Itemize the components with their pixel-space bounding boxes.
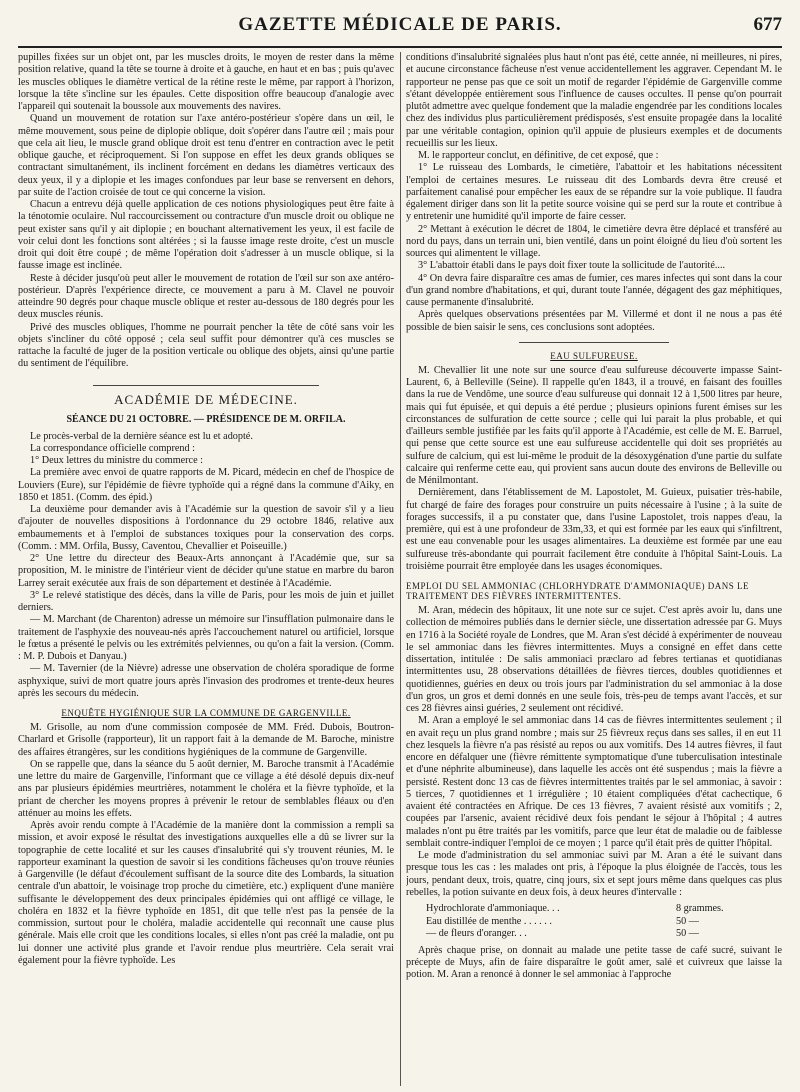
formula-value: 8 grammes. bbox=[676, 903, 724, 914]
paragraph: Dernièrement, dans l'établissement de M. Lapostolet, M. Guieux, puisatier très-habile, fut chargé de faire des forages pour construire un puits nécessaire à l'usine ; à la suite de forages successifs, il a pu constater que, dans l'usine Lapostolet, trois nappes d'eau, la première, qui est à une profondeur de 33m,33, et qui est formée par les eaux qui s'infiltrent, est une eau convenable pour les usages alimentaires. La deuxième est formée par une eau sulfureuse très-abondante qui pourrait facilement être conduite à l'hôpital Saint-Louis. La troisième pourrait être employée dans les usages économiques. bbox=[406, 487, 782, 572]
paragraph: Reste à décider jusqu'où peut aller le mouvement de rotation de l'œil sur son axe antéro-postérieur. D'après l'expérience directe, ce mouvement a paru à M. Clavel ne pouvoir atteindre 90 degrés pour chaque muscle oblique et rester au-dessous de 180 degrés pour les deux muscles réunis. bbox=[18, 272, 394, 321]
formula-label: — de fleurs d'oranger. . . bbox=[426, 928, 527, 939]
page-number: 677 bbox=[753, 14, 782, 35]
prescription-formula bbox=[426, 903, 782, 941]
paragraph: On se rappelle que, dans la séance du 5 août dernier, M. Baroche transmit à l'Académie une lettre du maire de Gargenville, l'informant que ce village a été désolé depuis dix-neuf ans par plusieurs épidémies meurtrières, notamment le choléra et la fièvre typhoïde, et la priant de chercher les moyens propres à prévenir le retour de semblables fléaux ou d'en atténuer au moins les effets. bbox=[18, 758, 394, 819]
column-rule bbox=[400, 52, 401, 1086]
formula-label: Hydrochlorate d'ammoniaque. . . bbox=[426, 903, 560, 914]
paragraph: Après quelques observations présentées par M. Villermé et dont il ne nous a pas été possible de bien saisir le sens, ces conclusions sont adoptées. bbox=[406, 309, 782, 333]
paragraph: M. le rapporteur conclut, en définitive, de cet exposé, que : bbox=[418, 150, 659, 161]
paragraph: — M. Marchant (de Charenton) adresse un mémoire sur l'insufflation pulmonaire dans le traitement de l'asphyxie des nouveau-nés après l'accouchement naturel ou artificiel, lorsque le fœtus a présenté le pelvis ou les extrémités pelviennes, ou qu'on a fait la version. (Comm. : M. P. Dubois et Danyau.) bbox=[18, 614, 394, 662]
paragraph: 2° Mettant à exécution le décret de 1804, le cimetière devra être déplacé et transféré au nord du pays, dans un terrain uni, bien ventilé, dans un point éloigné du lieu d'où sortent les sources qui alimentent le village. bbox=[406, 223, 782, 259]
paragraph: Le procès-verbal de la dernière séance est lu et adopté. bbox=[30, 430, 253, 442]
journal-title: GAZETTE MÉDICALE DE PARIS. bbox=[238, 14, 562, 35]
paragraph: pupilles fixées sur un objet ont, par les muscles droits, le moyen de rester dans la même position relative, quand la tête se tourne à droite et à gauche, en haut et en bas ; puis qu'avec les muscles obliques le diamètre vertical de la rétine reste le même, par rapport à l'horizon, lorsque la tête s'incline sur les épaules. Cette disposition offre beaucoup d'analogie avec l'appareil qui soutenait la boussole aux mouvements des navires. bbox=[18, 52, 394, 112]
left-column bbox=[18, 52, 394, 1086]
paragraph: 1° Deux lettres du ministre du commerce : bbox=[30, 455, 203, 466]
paragraph: M. Aran a employé le sel ammoniac dans 14 cas de fièvres intermittentes seulement ; il en avait reçu un plus grand nombre ; mais sur 25 fièvreux reçus dans ses salles, il en eut 11 chez lesquels la fièvre n'a pas résisté au repos ou aux vomitifs. Des 14 autres fièvres, il faut encore en défalquer une (fièvre rémittente symptomatique d'une tuberculisation intestinale et d'une néphrite albumineuse), dans laquelle les accès ont été suspendus ; mais la fièvre a persisté. Restent donc 13 cas de fièvres intermittentes traités par le sel ammoniac, à savoir : 5 tierces, 7 quotidiennes et 1 irrégulière ; 10 étaient compliquées d'état cachectique, 6 avaient été contractées en Afrique. De ces 13 fièvres, 7 avaient résisté aux vomitifs ; 2, coupées par l'arsenic, avaient récidivé deux fois pendant le séjour à l'hôpital ; 4 autres malades n'ont pu être traités par les vomitifs, parce que leur état de maladie ou de faiblesse semblait contre-indiquer l'emploi de ce moyen ; 1 parce qu'il était près de quitter l'hôpital. bbox=[406, 715, 782, 849]
paragraph: M. Aran, médecin des hôpitaux, lit une note sur ce sujet. C'est après avoir lu, dans une collection de mémoires publiés dans le dernier siècle, une dissertation adressée par G. Muys en 1716 à la Société royale de Londres, que M. Aran s'est décidé à expérimenter de nouveau le sel ammoniac dans les fièvres intermittentes. Muys a consigné en effet dans cette dissertation, intitulée : De salis ammoniaci præclaro ad febres tertianas et quotidianas intermittentes usu, 28 observations détaillées de fièvres tierces, doubles quotidiennes et quotidiennes, guéries en deux ou trois jours par l'administration du sel ammoniac à la dose d'un gros, un gros et demi donnés en une seule fois, très-peu de temps avant l'accès, et sur ces 28 fièvres ainsi guéries, 2 seulement ont récidivé. bbox=[406, 605, 782, 714]
page-header bbox=[18, 12, 782, 48]
paragraph: M. Grisolle, au nom d'une commission composée de MM. Fréd. Dubois, Boutron-Charlard et Grisolle (rapporteur), lit un rapport fait à la demande de M. Baroche, ministre des affaires étrangères, sur les conditions hygiéniques de la commune de Gargenville. bbox=[18, 722, 394, 758]
formula-value: 50 — bbox=[676, 915, 699, 927]
paragraph: 4° On devra faire disparaître ces amas de fumier, ces mares infectes qui sont dans la cour d'un grand nombre d'habitations, et qui, durant toute l'année, dégagent des gaz méphitiques, cause permanente d'insalubrité. bbox=[406, 272, 782, 308]
paragraph: — M. Tavernier (de la Nièvre) adresse une observation de choléra sporadique de forme asphyxique, suivi de mort quatre jours après l'invasion des prodromes et trente-deux heures après les secours du médecin. bbox=[18, 663, 394, 699]
paragraph: Le mode d'administration du sel ammoniac suivi par M. Aran a été le suivant dans presque tous les cas : les malades ont pris, à l'époque la plus éloignée de l'accès, tous les jours, pendant deux, trois, quatre, cinq jours, six et sept jours même dans quelques cas plus rebelles, la potion suivante en deux fois, à deux heures d'intervalle : bbox=[406, 850, 782, 898]
paragraph: 1° Le ruisseau des Lombards, le cimetière, l'abattoir et les habitations nécessitent l'emploi de certaines mesures. Le ruisseau dit des Lombards devra être creusé et parfaitement canalisé pour empêcher les eaux de se répandre sur la voie publique. Il faudra également diriger dans son lit la petite source voisine qui se perd sur la route et contribue à y entretenir une humidité qu'il importe de faire cesser. bbox=[406, 162, 782, 223]
paragraph: conditions d'insalubrité signalées plus haut n'ont pas été, cette année, ni meilleures, ni pires, et aucune circonstance fâcheuse n'est venue accidentellement les aggraver. Cependant M. le rapporteur ne pense pas que ce soit un motif de regarder l'épidémie de Gargenville comme s'étant développée entièrement sous l'influence de causes occultes. Il pense qu'on pourrait plutôt admettre avec quelque fondement que la maladie engendrée par les conditions locales chez des individus plus particulièrement prédisposés, s'est ensuite propagée dans la localité par une véritable contagion, opinion qu'il appuie de plusieurs exemples et de documents recueillis sur les lieux. bbox=[406, 52, 782, 149]
paragraph: La correspondance officielle comprend : bbox=[30, 442, 195, 454]
formula-label: Eau distillée de menthe . . . . . . bbox=[426, 915, 552, 927]
formula-row bbox=[426, 916, 782, 929]
paragraph: Chacun a entrevu déjà quelle application de ces notions physiologiques peut être faite à la ténotomie oculaire. Nul raccourcissement ou contracture d'un muscle droit ou oblique ne peut exister sans qu'il y ait diplopie ; en bouchant alternativement les yeux, il est facile de voir celui dont les fonctions sont altérées ; si la fausse image reste droite, c'est un muscle droit qui doit être coupé ; de même l'opération doit s'adresser à un muscle oblique, si la fausse image est inclinée. bbox=[18, 199, 394, 272]
paragraph: La deuxième pour demander avis à l'Académie sur la question de savoir s'il y a lieu d'ajouter de nouvelles dispositions à l'ordonnance du 29 octobre 1846, relative aux embaumements et à l'emploi de substances toxiques pour la conservation des corps. (Comm. : MM. Orfila, Bussy, Caventou, Chevallier et Poiseuille.) bbox=[18, 504, 394, 552]
section-heading-academie: ACADÉMIE DE MÉDECINE. bbox=[93, 385, 319, 408]
subheading-eau-sulfureuse: EAU SULFUREUSE. bbox=[550, 350, 638, 361]
paragraph: 2° Une lettre du directeur des Beaux-Arts annonçant à l'Académie que, sur sa proposition, M. le ministre de l'intérieur vient de décider qu'une statue en marbre du baron Larrey serait exécutée aux frais de son département et destinée à l'Académie. bbox=[18, 553, 394, 589]
columns bbox=[18, 52, 782, 1086]
seance-line: SÉANCE DU 21 OCTOBRE. — PRÉSIDENCE DE M. ORFILA. bbox=[66, 413, 346, 425]
paragraph: 3° Le relevé statistique des décès, dans la ville de Paris, pour les mois de juin et juillet derniers. bbox=[18, 589, 394, 613]
subheading-enquete: ENQUÊTE HYGIÉNIQUE SUR LA COMMUNE DE GARGENVILLE. bbox=[61, 708, 351, 718]
subheading-sel-ammoniac: EMPLOI DU SEL AMMONIAC (CHLORHYDRATE D'AMMONIAQUE) DANS LE TRAITEMENT DES FIÈVRES INTERMITTENTES. bbox=[406, 581, 750, 601]
paragraph: La première avec envoi de quatre rapports de M. Picard, médecin en chef de l'hospice de Louviers (Eure), sur l'épidémie de fièvre typhoïde qui a régné dans la commune d'Aiky, en 1850 et 1851. (Comm. des épid.) bbox=[18, 467, 394, 503]
paragraph: Quand un mouvement de rotation sur l'axe antéro-postérieur s'opère dans un œil, le même mouvement, sous peine de diplopie oblique, doit s'opérer dans l'autre œil ; mais pour que cela ait lieu, le muscle grand oblique droit est tenu d'entrer en contraction avec le petit oblique gauche, et réciproquement. Si l'on suppose en effet les deux grands obliques se contractant simultanément, ils inclinent forcément en dedans les diamètres verticaux des deux yeux, il y a diplopie et les images confondues par leur base se renversent en dehors, par suite de l'action croisée de tout ce qui concerne la vision. bbox=[18, 113, 394, 198]
right-column bbox=[406, 52, 782, 1086]
paragraph: Privé des muscles obliques, l'homme ne pourrait pencher la tête de côté sans voir les objets s'incliner du côté opposé ; cela seul suffit pour démontrer qu'à ces muscles se rattache la faculté de juger de la position verticale ou oblique des objets, ainsi qu'une partie du sentiment de l'équilibre. bbox=[18, 321, 394, 370]
paragraph: Après chaque prise, on donnait au malade une petite tasse de café sucré, suivant le précepte de Muys, afin de faire disparaître le goût amer, salé et cuivreux que laisse la potion. M. Aran a renoncé à donner le sel ammoniac à l'approche bbox=[406, 944, 782, 980]
divider bbox=[519, 342, 669, 343]
formula-row bbox=[426, 903, 782, 916]
paragraph: M. Chevallier lit une note sur une source d'eau sulfureuse découverte impasse Saint-Laurent, 6, à Belleville (Seine). Il rappelle qu'en 1843, il a trouvé, en faisant des fouilles dans la rue de Vendôme, une source d'eau sulfureuse qui donnait 12 à 1,500 litres par heure, mais qui fut épuisée, et qui depuis a été perdue ; plusieurs opinions furent émises sur les circonstances de sulfuration de cette source ; celle qui lui parait la plus probable, et qui d'ailleurs semble justifiée par les faits qu'il apporte à l'Académie, est celle de M. E. Barruel, qui pense que cette source est une eau sulfureuse accidentelle qui doit ses propriétés au sulfure de calcium, qui est lui-même le produit de la désoxygénation d'une partie du sulfate calcaire qui renferme cette eau, qui provient sans aucun doute des environs de Belleville ou de Ménilmontant. bbox=[406, 364, 782, 486]
formula-value: 50 — bbox=[676, 928, 699, 939]
formula-row bbox=[426, 928, 782, 941]
paragraph: Après avoir rendu compte à l'Académie de la manière dont la commission a rempli sa mission, et avoir exposé le résultat des investigations auxquelles elle a dû se livrer sur la topographie de cette localité et sur les causes d'insalubrité qui s'y trouvent réunies, M. le rapporteur examinant la question de savoir si les conditions fâcheuses qu'on trouve réunies à Gargenville (le défaut d'écoulement suffisant de la source dite des Lombards, la situation centrale d'un abattoir, le voisinage trop proche du cimetière, etc.) expliquent d'une manière suffisante le développement des deux principales épidémies qui ont affligé ce village, le choléra en 1832 et la fièvre typhoïde en 1851, dit que telle n'est pas la pensée de la commission, surtout pour le choléra, maladie accidentelle qui reconnaît une cause plus générale. Mais elle croit que les conditions locales, si elles n'ont pas créé la maladie, ont pu lui donner une activité plus grande et l'avoir rendue plus meurtrière. Cela serait vrai également pour la fièvre typhoïde. Les bbox=[18, 820, 394, 966]
paragraph: 3° L'abattoir établi dans le pays doit fixer toute la sollicitude de l'autorité.... bbox=[418, 260, 726, 272]
